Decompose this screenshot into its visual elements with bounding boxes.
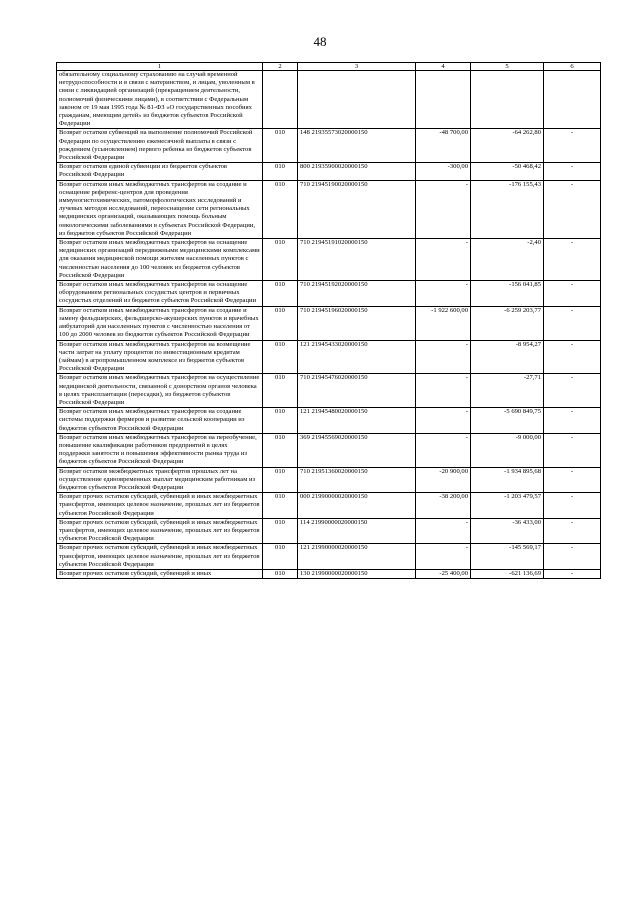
row-name: Возврат прочих остатков субсидий, субвенций и иных межбюджетных трансфертов, имеющих целевое назначение, прошлых лет из бюджетов субъектов Российской Федерации (57, 493, 263, 519)
row-executed-amount: -1 203 479,57 (471, 493, 544, 519)
row-line-code: 010 (263, 306, 298, 340)
row-line-code: 010 (263, 518, 298, 544)
row-unexecuted-amount: - (544, 518, 601, 544)
row-unexecuted-amount: - (544, 569, 601, 578)
row-executed-amount: -36 433,00 (471, 518, 544, 544)
row-approved-amount: - (416, 433, 471, 467)
row-budget-classification: 710 21945190020000150 (298, 180, 416, 238)
row-unexecuted-amount: - (544, 493, 601, 519)
table-row (57, 374, 601, 408)
table-row (57, 569, 601, 578)
row-executed-amount: -8 954,27 (471, 340, 544, 374)
row-line-code: 010 (263, 129, 298, 163)
row-approved-amount: - (416, 180, 471, 238)
row-approved-amount: - (416, 518, 471, 544)
row-approved-amount: - (416, 408, 471, 434)
row-name: Возврат остатков иных межбюджетных трансфертов на создание системы поддержки фермеров и развитие сельской кооперации из бюджетов субъектов Российской Федерации (57, 408, 263, 434)
row-approved-amount: - (416, 239, 471, 281)
row-budget-classification: 148 21935573020000150 (298, 129, 416, 163)
row-line-code: 010 (263, 163, 298, 180)
row-name: Возврат остатков субвенций на выполнение полномочий Российской Федерации по осуществлению ежемесячной выплаты в связи с рождением (усыновлением) первого ребенка из бюджетов субъектов Российской Федерации (57, 129, 263, 163)
row-unexecuted-amount (544, 71, 601, 129)
row-approved-amount: -48 700,00 (416, 129, 471, 163)
row-line-code: 010 (263, 569, 298, 578)
table-row (57, 340, 601, 374)
row-name: Возврат остатков межбюджетных трансфертов прошлых лет на осуществление единовременных выплат медицинским работникам из бюджетов субъектов Российской Федерации (57, 467, 263, 493)
row-approved-amount: -1 922 600,00 (416, 306, 471, 340)
row-name: Возврат остатков иных межбюджетных трансфертов на оснащение медицинских организаций передвижными медицинскими комплексами для оказания медицинской помощи жителям населенных пунктов с численностью населения до 100 человек из бюджетов субъектов Российской Федерации (57, 239, 263, 281)
row-unexecuted-amount: - (544, 408, 601, 434)
row-budget-classification (298, 71, 416, 129)
row-budget-classification: 710 21951360020000150 (298, 467, 416, 493)
row-unexecuted-amount: - (544, 180, 601, 238)
row-approved-amount: - (416, 340, 471, 374)
column-header: 6 (544, 63, 601, 71)
row-budget-classification: 121 21945480020000150 (298, 408, 416, 434)
row-executed-amount: -5 690 849,75 (471, 408, 544, 434)
row-unexecuted-amount: - (544, 433, 601, 467)
table-row (57, 163, 601, 180)
row-executed-amount: -27,71 (471, 374, 544, 408)
table-row (57, 129, 601, 163)
row-line-code: 010 (263, 467, 298, 493)
row-name: Возврат остатков иных межбюджетных трансфертов на переобучение, повышение квалификации работников предприятий в целях поддержки занятости и повышения эффективности рынка труда из бюджетов субъектов Российской Федерации (57, 433, 263, 467)
row-line-code: 010 (263, 493, 298, 519)
row-executed-amount: -156 041,85 (471, 281, 544, 307)
row-executed-amount: -64 262,80 (471, 129, 544, 163)
row-line-code: 010 (263, 340, 298, 374)
row-unexecuted-amount: - (544, 163, 601, 180)
row-executed-amount (471, 71, 544, 129)
row-budget-classification: 710 21945196020000150 (298, 306, 416, 340)
row-approved-amount: -38 200,00 (416, 493, 471, 519)
table-row (57, 467, 601, 493)
row-name: Возврат прочих остатков субсидий, субвенций и иных межбюджетных трансфертов, имеющих целевое назначение, прошлых лет из бюджетов субъектов Российской Федерации (57, 518, 263, 544)
row-unexecuted-amount: - (544, 467, 601, 493)
row-budget-classification: 121 21945433020000150 (298, 340, 416, 374)
row-name: Возврат остатков иных межбюджетных трансфертов на возмещение части затрат на уплату процентов по инвестиционным кредитам (займам) в агропромышленном комплексе из бюджетов субъектов Российской Федерации (57, 340, 263, 374)
row-unexecuted-amount: - (544, 306, 601, 340)
header-row (57, 63, 601, 71)
row-approved-amount: -20 900,00 (416, 467, 471, 493)
row-executed-amount: -621 136,69 (471, 569, 544, 578)
row-line-code: 010 (263, 433, 298, 467)
column-header: 2 (263, 63, 298, 71)
row-line-code: 010 (263, 408, 298, 434)
row-unexecuted-amount: - (544, 281, 601, 307)
row-budget-classification: 369 21945569020000150 (298, 433, 416, 467)
row-budget-classification: 121 21990000020000150 (298, 544, 416, 570)
row-executed-amount: -50 468,42 (471, 163, 544, 180)
row-name: Возврат остатков иных межбюджетных трансфертов на оснащение оборудованием региональных сосудистых центров и первичных сосудистых отделений из бюджетов субъектов Российской Федерации (57, 281, 263, 307)
row-line-code: 010 (263, 544, 298, 570)
column-header: 4 (416, 63, 471, 71)
table-row (57, 71, 601, 129)
row-name: Возврат прочих остатков субсидий, субвенций и иных межбюджетных трансфертов, имеющих целевое назначение, прошлых лет из бюджетов субъектов Российской Федерации (57, 544, 263, 570)
row-budget-classification: 800 21935900020000150 (298, 163, 416, 180)
row-name: Возврат остатков иных межбюджетных трансфертов на создание и оснащение референс-центров для проведения иммуногистохимических, патоморфологических исследований и лучевых методов исследований, переоснащение сети региональных медицинских организаций, оказывающих помощь больным онкологическими заболеваниями в субъектах Российской Федерации, из бюджетов субъектов Российской Федерации (57, 180, 263, 238)
row-budget-classification: 130 21990000020000150 (298, 569, 416, 578)
budget-table (56, 62, 601, 579)
column-header: 3 (298, 63, 416, 71)
row-approved-amount: -25 400,00 (416, 569, 471, 578)
row-name: Возврат прочих остатков субсидий, субвенций и иных (57, 569, 263, 578)
page-number: 48 (313, 34, 327, 49)
row-budget-classification: 710 21945476020000150 (298, 374, 416, 408)
row-unexecuted-amount: - (544, 544, 601, 570)
row-line-code: 010 (263, 374, 298, 408)
row-executed-amount: -6 259 203,77 (471, 306, 544, 340)
table-row (57, 493, 601, 519)
row-line-code (263, 71, 298, 129)
table-row (57, 433, 601, 467)
row-approved-amount (416, 71, 471, 129)
table-row (57, 518, 601, 544)
row-approved-amount: - (416, 374, 471, 408)
row-budget-classification: 114 21990000020000150 (298, 518, 416, 544)
row-executed-amount: -9 000,00 (471, 433, 544, 467)
row-budget-classification: 710 21945192020000150 (298, 281, 416, 307)
row-unexecuted-amount: - (544, 340, 601, 374)
row-budget-classification: 000 21990000020000150 (298, 493, 416, 519)
row-budget-classification: 710 21945191020000150 (298, 239, 416, 281)
row-line-code: 010 (263, 180, 298, 238)
row-unexecuted-amount: - (544, 374, 601, 408)
row-approved-amount: - (416, 281, 471, 307)
row-name: Возврат остатков единой субвенции из бюджетов субъектов Российской Федерации (57, 163, 263, 180)
column-header: 1 (57, 63, 263, 71)
table-row (57, 239, 601, 281)
row-executed-amount: -145 569,17 (471, 544, 544, 570)
row-executed-amount: -176 155,43 (471, 180, 544, 238)
table-row (57, 306, 601, 340)
row-approved-amount: - (416, 544, 471, 570)
row-name: Возврат остатков иных межбюджетных трансфертов на осуществление медицинской деятельности, связанной с донорством органов человека в целях трансплантации (пересадки), из бюджетов субъектов Российской Федерации (57, 374, 263, 408)
row-name: обязательному социальному страхованию на случай временной нетрудоспособности и в связи с материнством, и лицам, уволенным в связи с ликвидацией организаций (прекращением деятельности, полномочий физическими лицами), в соответствии с Федеральным законом от 19 мая 1995 года № 81-ФЗ «О государственных пособиях гражданам, имеющим детей» из бюджетов субъектов Российской Федерации (57, 71, 263, 129)
row-line-code: 010 (263, 239, 298, 281)
row-line-code: 010 (263, 281, 298, 307)
table-row (57, 408, 601, 434)
row-unexecuted-amount: - (544, 129, 601, 163)
column-header: 5 (471, 63, 544, 71)
table-row (57, 544, 601, 570)
table-row (57, 281, 601, 307)
table-row (57, 180, 601, 238)
row-unexecuted-amount: - (544, 239, 601, 281)
row-executed-amount: -1 934 895,68 (471, 467, 544, 493)
row-name: Возврат остатков иных межбюджетных трансфертов на создание и замену фельдшерских, фельдшерско-акушерских пунктов и врачебных амбулаторий для населенных пунктов с численностью населения от 100 до 2000 человек из бюджетов субъектов Российской Федерации (57, 306, 263, 340)
row-approved-amount: -300,00 (416, 163, 471, 180)
row-executed-amount: -2,40 (471, 239, 544, 281)
